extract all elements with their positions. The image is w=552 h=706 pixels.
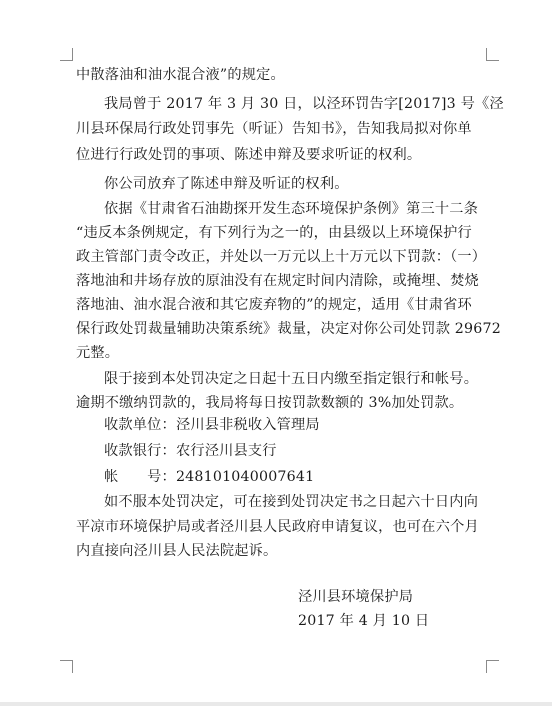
text-line: 依据《甘肃省石油勘探开发生态环境保护条例》第三十二条 [104, 201, 479, 217]
text-line: 中散落油和油水混合液”的规定。 [76, 67, 285, 83]
text-line: 限于接到本处罚决定之日起十五日内缴至指定银行和帐号。 [104, 371, 479, 387]
text-line: 元整。 [76, 345, 120, 361]
signature-date: 2017 年 4 月 10 日 [298, 613, 430, 629]
text-line: 政主管部门责令改正，并处以一万元以上十万元以下罚款：（一） [76, 249, 487, 265]
bottom-scroll-strip [0, 702, 552, 706]
text-line: 川县环保局行政处罚事先（听证）告知书》，告知我局拟对你单 [76, 121, 472, 137]
text-line: 落地油和井场存放的原油没有在规定时间内清除，或掩埋、焚烧 [76, 273, 479, 289]
corner-mark-top-left [60, 48, 73, 61]
text-line: “违反本条例规定，有下列行为之一的，由县级以上环境保护行 [76, 225, 472, 241]
corner-mark-bottom-left [60, 660, 73, 673]
signature-org: 泾川县环境保护局 [298, 589, 414, 605]
text-line: 落地油、油水混合液和其它废弃物的”的规定，适用《甘肃省环 [76, 297, 472, 313]
account-line: 帐 号：248101040007641 [104, 469, 315, 485]
text-line: 保行政处罚裁量辅助决策系统》裁量，决定对你公司处罚款 29672 [76, 321, 501, 337]
corner-mark-top-right [486, 48, 499, 61]
text-line: 平凉市环境保护局或者泾川县人民政府申请复议，也可在六个月 [76, 519, 479, 535]
text-line: 逾期不缴纳罚款的，我局将每日按罚款数额的 3%加处罚款。 [76, 395, 464, 411]
text-line: 你公司放弃了陈述申辩及听证的权利。 [104, 176, 349, 192]
corner-mark-bottom-right [486, 660, 499, 673]
text-line: 我局曾于 2017 年 3 月 30 日，以泾环罚告字[2017]3 号《泾 [104, 96, 504, 112]
text-line: 如不服本处罚决定，可在接到处罚决定书之日起六十日内向 [104, 494, 479, 510]
text-line: 位进行行政处罚的事项、陈述申辩及要求听证的权利。 [76, 147, 422, 163]
text-line: 内直接向泾川县人民法院起诉。 [76, 543, 278, 559]
payee-line: 收款单位：泾川县非税收入管理局 [104, 417, 320, 433]
bank-line: 收款银行：农行泾川县支行 [104, 443, 277, 459]
